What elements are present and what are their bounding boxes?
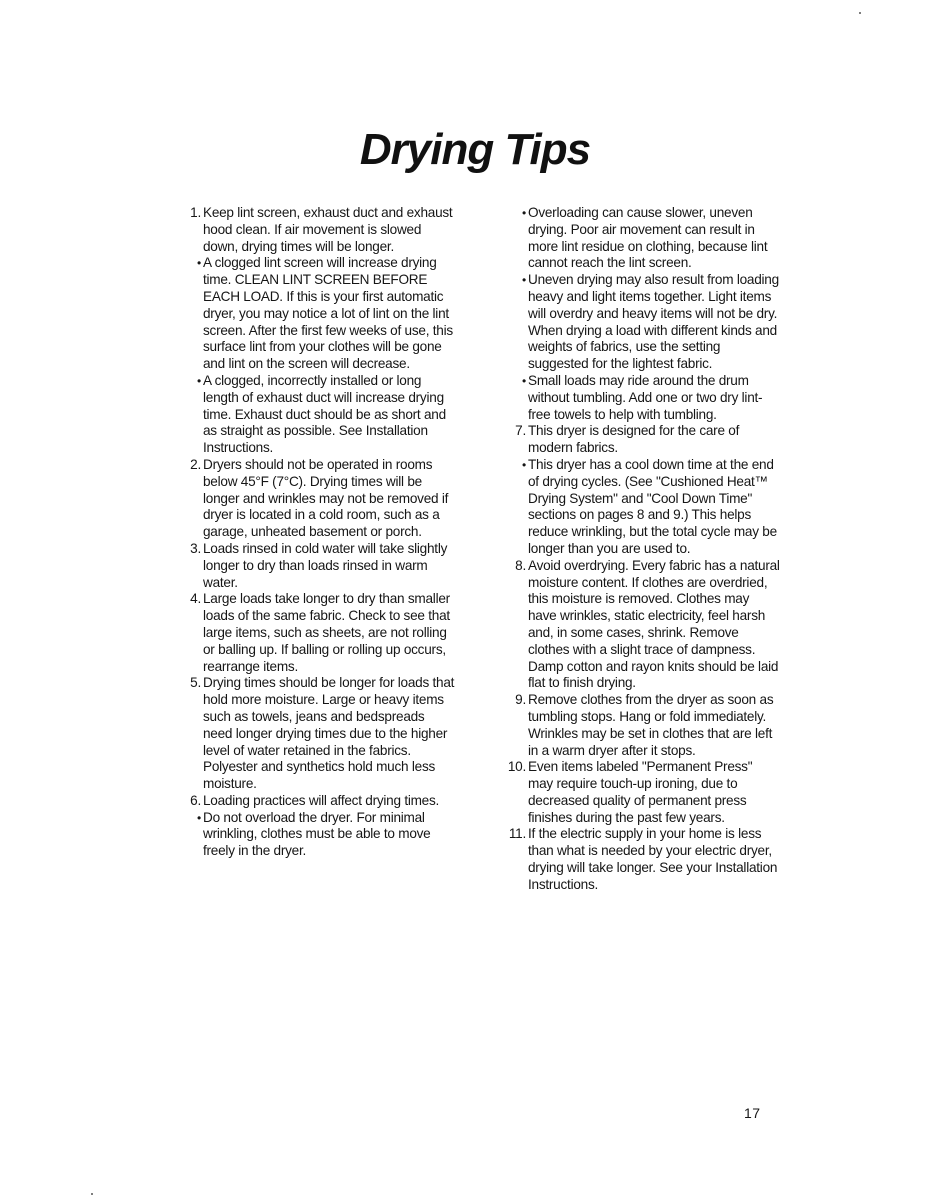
scan-speck [859, 12, 861, 14]
item-number: 9. [515, 692, 526, 708]
page-number: 17 [744, 1105, 761, 1121]
left-column [180, 205, 455, 860]
bullet-marker: • [522, 373, 526, 388]
item-text: This dryer has a cool down time at the end of drying cycles. (See "Cushioned Heat™ Drying System" and "Cool Down Time" sections on pages 8 and 9.) This helps reduce wrinkling, but the total cycle may be longer than you are used to. [528, 456, 777, 556]
numbered-item [505, 558, 780, 692]
bullet-item [505, 272, 780, 373]
item-number: 4. [190, 591, 201, 607]
item-text: Small loads may ride around the drum without tumbling. Add one or two dry lint-free towels to help with tumbling. [528, 372, 763, 422]
item-number: 11. [508, 826, 526, 842]
item-number: 3. [190, 540, 201, 556]
numbered-item [180, 793, 455, 810]
item-text: Loading practices will affect drying times. [203, 792, 440, 808]
numbered-item [180, 675, 455, 793]
page-title: Drying Tips [359, 125, 591, 174]
numbered-item [180, 457, 455, 541]
item-text: This dryer is designed for the care of modern fabrics. [528, 423, 740, 456]
item-text: Do not overload the dryer. For minimal wrinkling, clothes must be able to move freely in the dryer. [203, 809, 431, 859]
bullet-marker: • [522, 457, 526, 472]
item-number: 6. [190, 792, 201, 808]
numbered-item [180, 591, 455, 675]
bullet-item [180, 255, 455, 373]
numbered-item [180, 205, 455, 255]
bullet-marker: • [522, 206, 526, 220]
bullet-marker: • [197, 373, 201, 388]
bullet-item [505, 457, 780, 558]
bullet-marker: • [522, 273, 526, 288]
bullet-item [505, 373, 780, 423]
item-text: Uneven drying may also result from loading heavy and light items together. Light items will overdry and heavy items will not be dry. When drying a load with different kinds and weights of fabrics, use the setting suggested for the lightest fabric. [528, 272, 779, 372]
item-text: Even items labeled "Permanent Press" may require touch-up ironing, due to decreased quality of permanent press finishes during the past few years. [528, 759, 753, 825]
bullet-item [180, 373, 455, 457]
item-text: Avoid overdrying. Every fabric has a natural moisture content. If clothes are overdried, this moisture is removed. Clothes may have wrinkles, static electricity, feel harsh and, in some cases, shrink. Remove clothes with a slight trace of dampness. Damp cotton and rayon knits should be laid flat to finish drying. [528, 557, 780, 691]
item-number: 1. [190, 205, 201, 220]
item-text: If the electric supply in your home is less than what is needed by your electric dryer, drying will take longer. See your Installation Instructions. [528, 826, 778, 892]
item-text: Loads rinsed in cold water will take slightly longer to dry than loads rinsed in warm water. [203, 540, 448, 590]
item-text: Remove clothes from the dryer as soon as tumbling stops. Hang or fold immediately. Wrinkles may be set in clothes that are left in a warm dryer after it stops. [528, 692, 774, 758]
item-text: Drying times should be longer for loads that hold more moisture. Large or heavy items such as towels, jeans and bedspreads need longer drying times due to the higher level of water retained in the fabrics. Polyester and synthetics hold much less moisture. [203, 675, 455, 792]
item-text: Large loads take longer to dry than smaller loads of the same fabric. Check to see that large items, such as sheets, are not rolling or balling up. If balling or rolling up occurs, rearrange items. [203, 591, 450, 674]
item-text: Overloading can cause slower, uneven drying. Poor air movement can result in more lint residue on clothing, because lint cannot reach the lint screen. [528, 205, 768, 271]
item-number: 2. [190, 456, 201, 472]
numbered-item [180, 541, 455, 591]
item-number: 8. [515, 557, 526, 573]
numbered-item [505, 423, 780, 457]
bullet-marker: • [197, 256, 201, 271]
item-number: 7. [515, 423, 526, 439]
scan-speck [91, 1193, 93, 1195]
item-number: 5. [190, 675, 201, 691]
right-column [505, 205, 780, 894]
bullet-item [180, 810, 455, 860]
item-text: Dryers should not be operated in rooms below 45°F (7°C). Drying times will be longer and wrinkles may not be removed if dryer is located in a cold room, such as a garage, unheated basement or porch. [203, 456, 449, 540]
item-text: A clogged, incorrectly installed or long length of exhaust duct will increase drying time. Exhaust duct should be as short and as straight as possible. See Installation Instructions. [203, 372, 446, 456]
item-text: Keep lint screen, exhaust duct and exhaust hood clean. If air movement is slowed down, drying times will be longer. [203, 205, 453, 254]
item-text: A clogged lint screen will increase drying time. CLEAN LINT SCREEN BEFORE EACH LOAD. If this is your first automatic dryer, you may notice a lot of lint on the lint screen. After the first few weeks of use, this surface lint from your clothes will be gone and lint on the screen will decrease. [203, 255, 453, 372]
bullet-item [505, 205, 780, 272]
bullet-marker: • [197, 810, 201, 825]
item-number: 10. [507, 759, 526, 775]
numbered-item [505, 759, 780, 826]
numbered-item [505, 692, 780, 759]
numbered-item [505, 826, 780, 893]
